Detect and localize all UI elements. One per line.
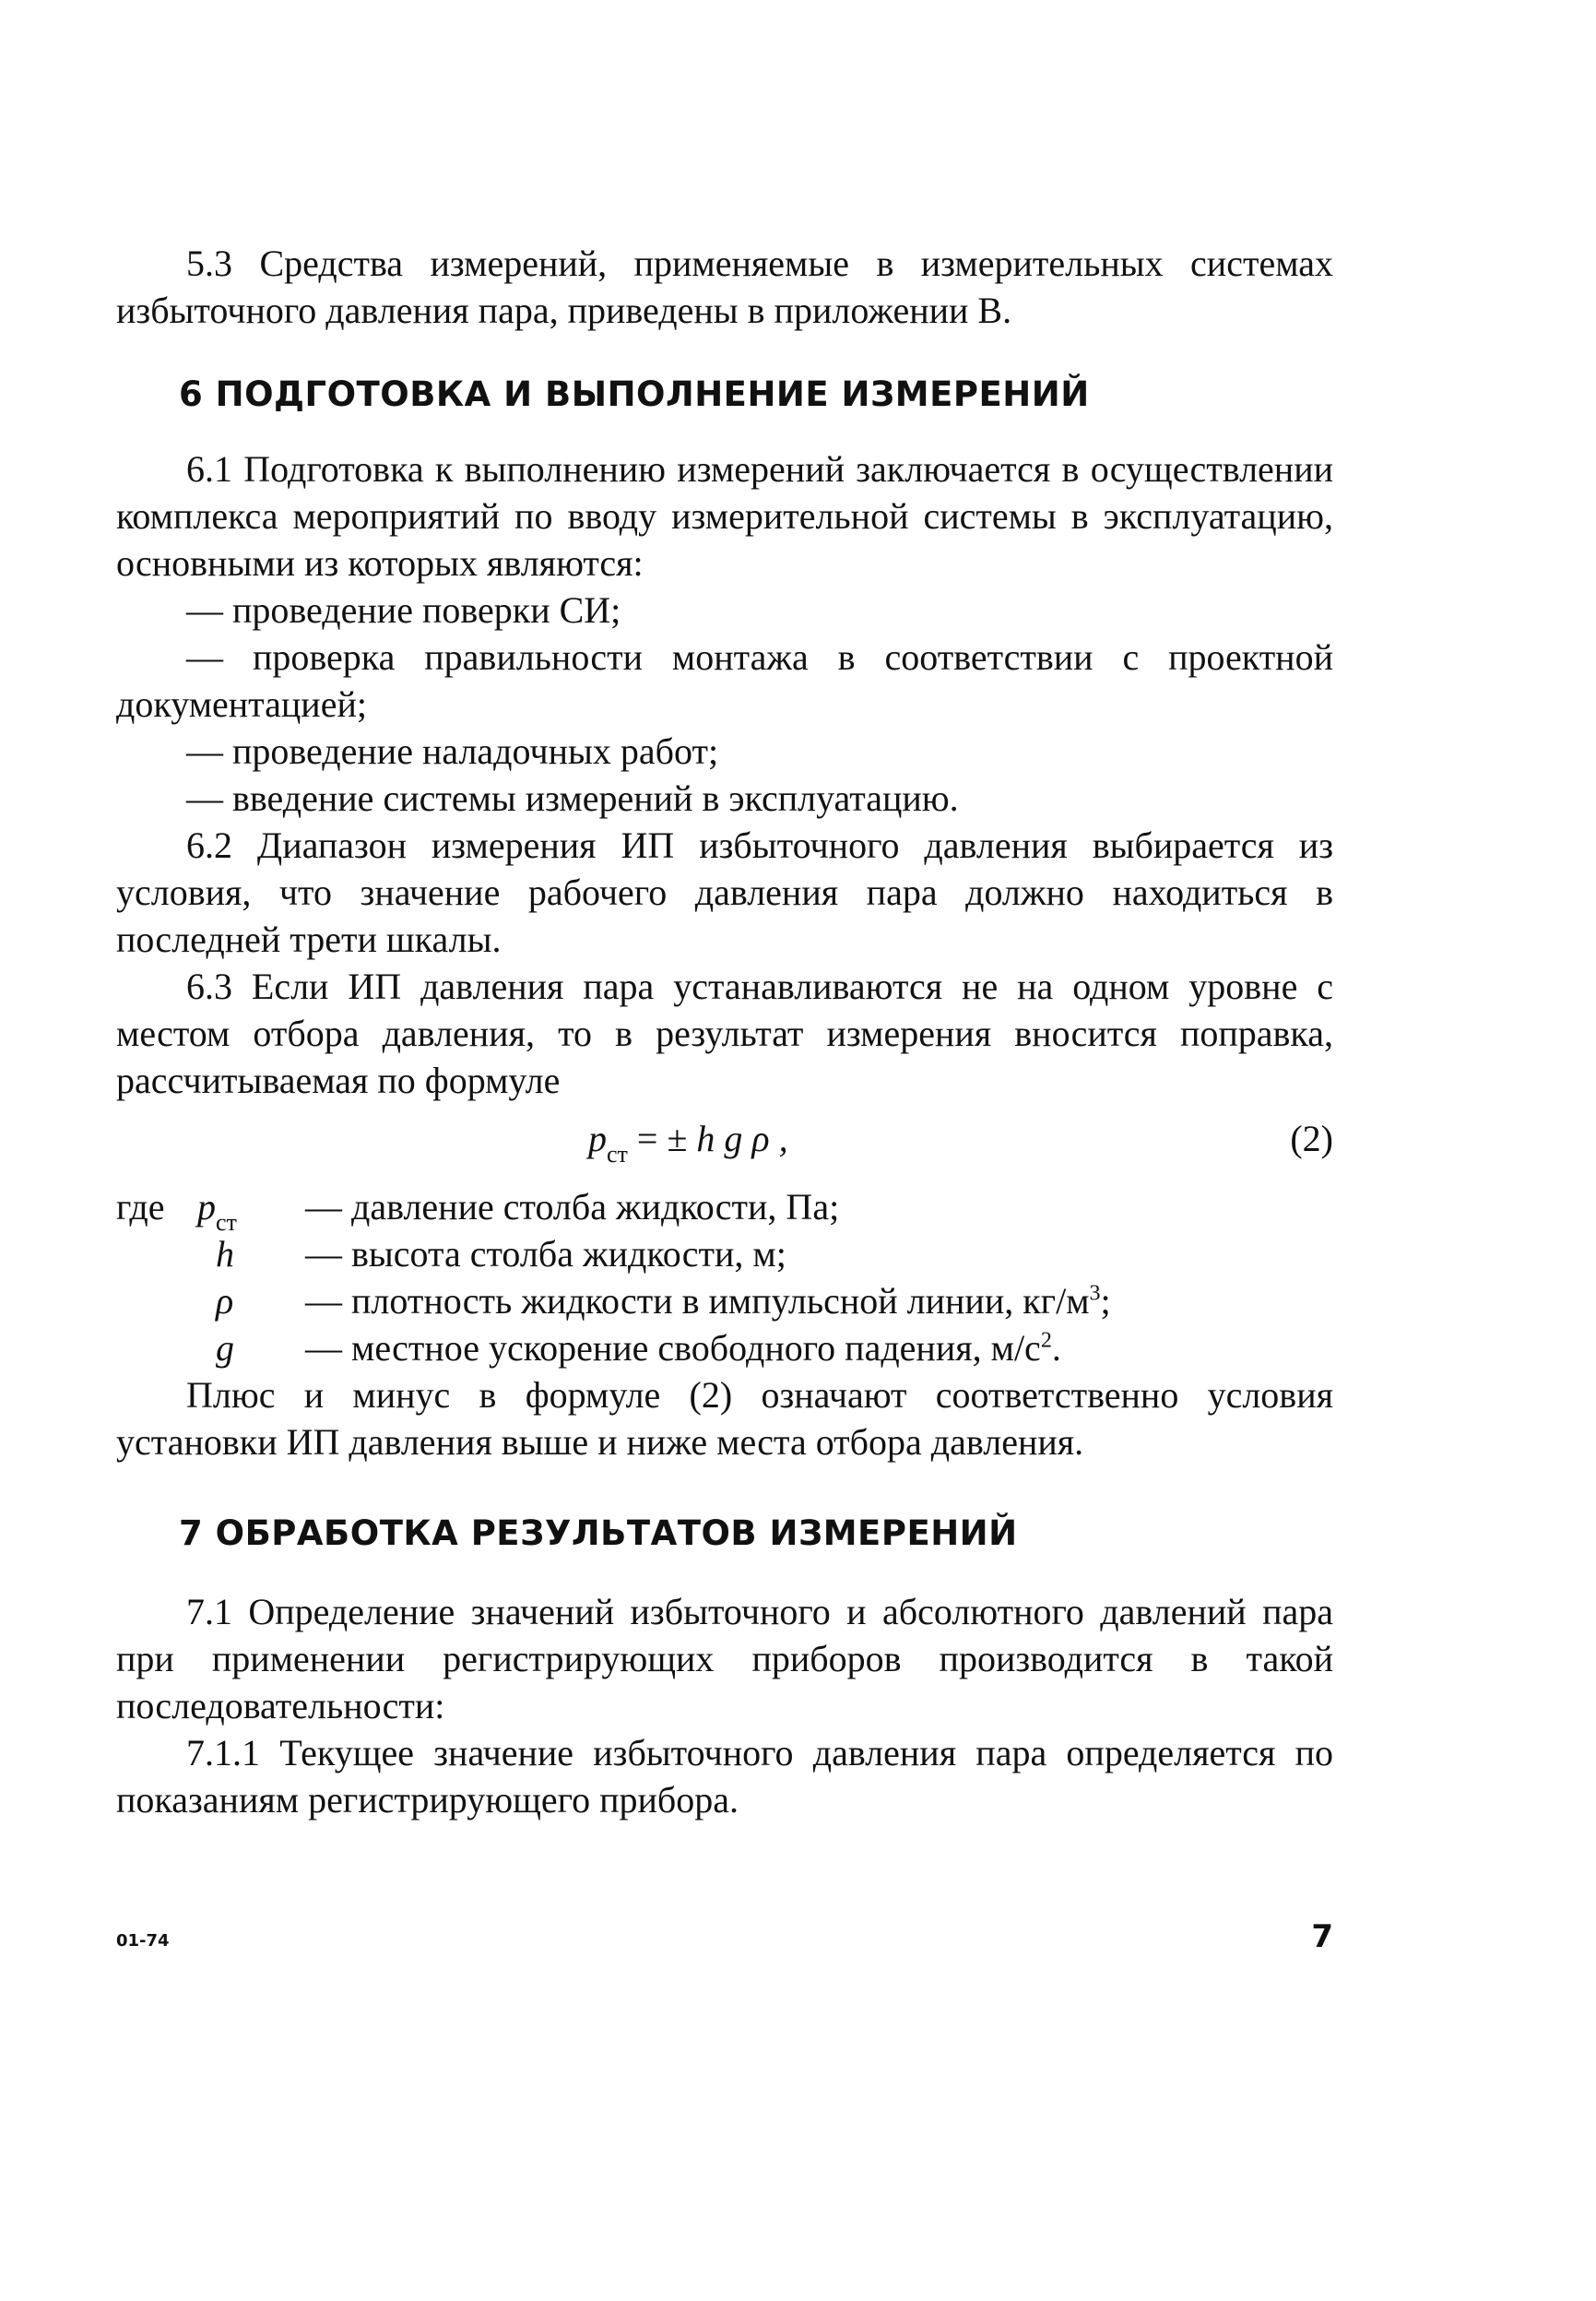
where-row: [116, 1277, 1333, 1324]
section-heading-7: 7 ОБРАБОТКА РЕЗУЛЬТАТОВ ИЗМЕРЕНИЙ: [179, 1513, 1018, 1553]
symbol-description: — местное ускорение свободного падения, $м/с^2$.: [305, 1327, 1061, 1369]
list-item: — проведение наладочных работ;: [186, 730, 719, 772]
symbol-description: — плотность жидкости в импульсной линии, $кг/м^3$;: [305, 1280, 1111, 1322]
paragraph-6-2: 6.2 Диапазон измерения ИП избыточного давления выбирается из условия, что значение рабочего давления пара должно находиться в последней трети шкалы.: [116, 824, 1333, 960]
symbol-description: — давление столба жидкости, Па;: [305, 1186, 840, 1228]
list-item: — проведение поверки СИ;: [186, 589, 621, 631]
paragraph-7-1-1: 7.1.1 Текущее значение избыточного давления пара определяется по показаниям регистрирующего прибора.: [116, 1732, 1333, 1821]
where-row: где $p_{ст}$ — давление столба жидкости, Па;: [116, 1183, 1333, 1230]
section-heading-6: 6 ПОДГОТОВКА И ВЫПОЛНЕНИЕ ИЗМЕРЕНИЙ: [179, 374, 1090, 414]
symbol: h: [216, 1233, 234, 1275]
formula-2: [116, 1117, 1333, 1178]
where-row: [116, 1324, 1333, 1371]
symbol-description: — высота столба жидкости, м;: [305, 1233, 786, 1275]
paragraph-6-3: 6.3 Если ИП давления пара устанавливаются не на одном уровне с местом отбора давления, то в результат измерения вносится поправка, рассчитываемая по формуле: [116, 966, 1333, 1101]
paragraph-7-1: 7.1 Определение значений избыточного и абсолютного давлений пара при применении регистрирующих приборов производится в такой последовательности:: [116, 1591, 1333, 1726]
list-item: — проверка правильности монтажа в соответствии с проектной документацией;: [116, 636, 1333, 725]
document-body: [116, 240, 1333, 1823]
document-code: 01-74: [116, 1931, 170, 1951]
formula-expression: $p_{ст}$ = ± h g ρ ,: [588, 1118, 788, 1168]
paragraph-plus-minus: Плюс и минус в формуле (2) означают соответственно условия установки ИП давления выше и ниже места отбора давления.: [116, 1374, 1333, 1463]
symbol: $p_{ст}$: [197, 1186, 237, 1236]
paragraph-5-3: 5.3 Средства измерений, применяемые в измерительных системах избыточного давления пара, приведены в приложении В.: [116, 243, 1333, 331]
symbol: g: [216, 1327, 234, 1369]
symbol: ρ: [216, 1280, 234, 1322]
paragraph-6-1: 6.1 Подготовка к выполнению измерений заключается в осуществлении комплекса мероприятий по вводу измерительной системы в эксплуатацию, основными из которых являются:: [116, 448, 1333, 584]
page-footer: [116, 1918, 1333, 1974]
page-number: 7: [1311, 1918, 1333, 1955]
list-item: — введение системы измерений в эксплуатацию.: [186, 777, 959, 819]
equation-number: (2): [1290, 1118, 1333, 1159]
where-row: [116, 1230, 1333, 1277]
